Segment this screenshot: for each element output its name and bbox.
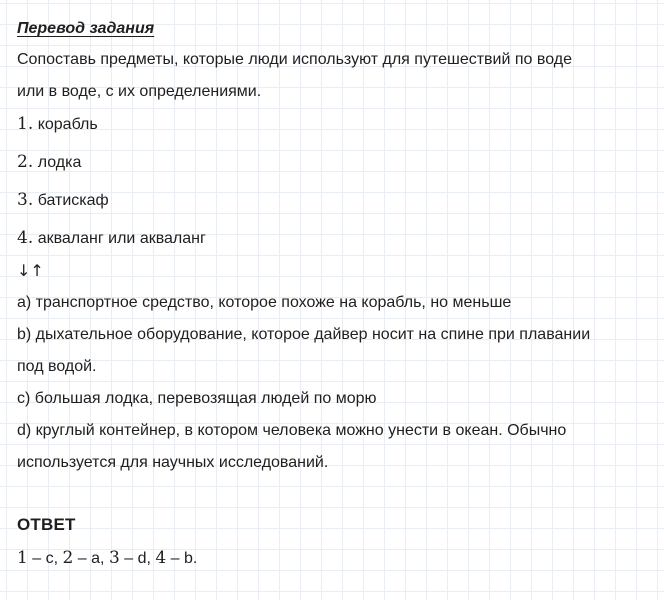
item-number: 4. xyxy=(17,228,34,248)
item-line xyxy=(17,222,657,255)
answer-title: ОТВЕТ xyxy=(17,515,76,534)
definition-line: c) большая лодка, перевозящая людей по морю xyxy=(17,390,377,407)
intro-line: или в воде, с их определениями. xyxy=(17,83,262,100)
task-heading: Перевод задания xyxy=(17,20,155,37)
item-line xyxy=(17,146,657,179)
item-line xyxy=(17,184,657,217)
answer-letter: b xyxy=(183,550,193,567)
item-text: батискаф xyxy=(37,192,109,209)
item-number: 3. xyxy=(17,190,34,210)
answer-number: 3 xyxy=(108,548,120,568)
section-spacer xyxy=(17,479,657,509)
answer-number: 4 xyxy=(155,548,167,568)
item-text: лодка xyxy=(37,154,82,171)
definition-line: используется для научных исследований. xyxy=(17,454,329,471)
item-line xyxy=(17,108,657,141)
answer-letter: a xyxy=(91,550,101,567)
answer-letter: d xyxy=(137,550,147,567)
item-text: акваланг или акваланг xyxy=(37,230,206,247)
definition-line: b) дыхательное оборудование, которое дайвер носит на спине при плавании xyxy=(17,326,591,343)
definition-line: d) круглый контейнер, в котором человека можно унести в океан. Обычно xyxy=(17,422,567,439)
item-text: корабль xyxy=(37,116,98,133)
match-arrows-icon: ↓↑ xyxy=(17,261,44,280)
task-page xyxy=(17,14,657,576)
answer-letter: c xyxy=(45,550,54,567)
definition-line: под водой. xyxy=(17,358,97,375)
item-number: 2. xyxy=(17,152,34,172)
answer-number: 1 xyxy=(17,548,28,568)
answer-line: 1 – c, 2 – a, 3 – d, 4 – b. xyxy=(17,548,198,568)
answer-number: 2 xyxy=(62,548,74,568)
definition-line: a) транспортное средство, которое похоже на корабль, но меньше xyxy=(17,294,512,311)
item-number: 1. xyxy=(17,114,34,134)
intro-line: Сопоставь предметы, которые люди используют для путешествий по воде xyxy=(17,51,572,68)
